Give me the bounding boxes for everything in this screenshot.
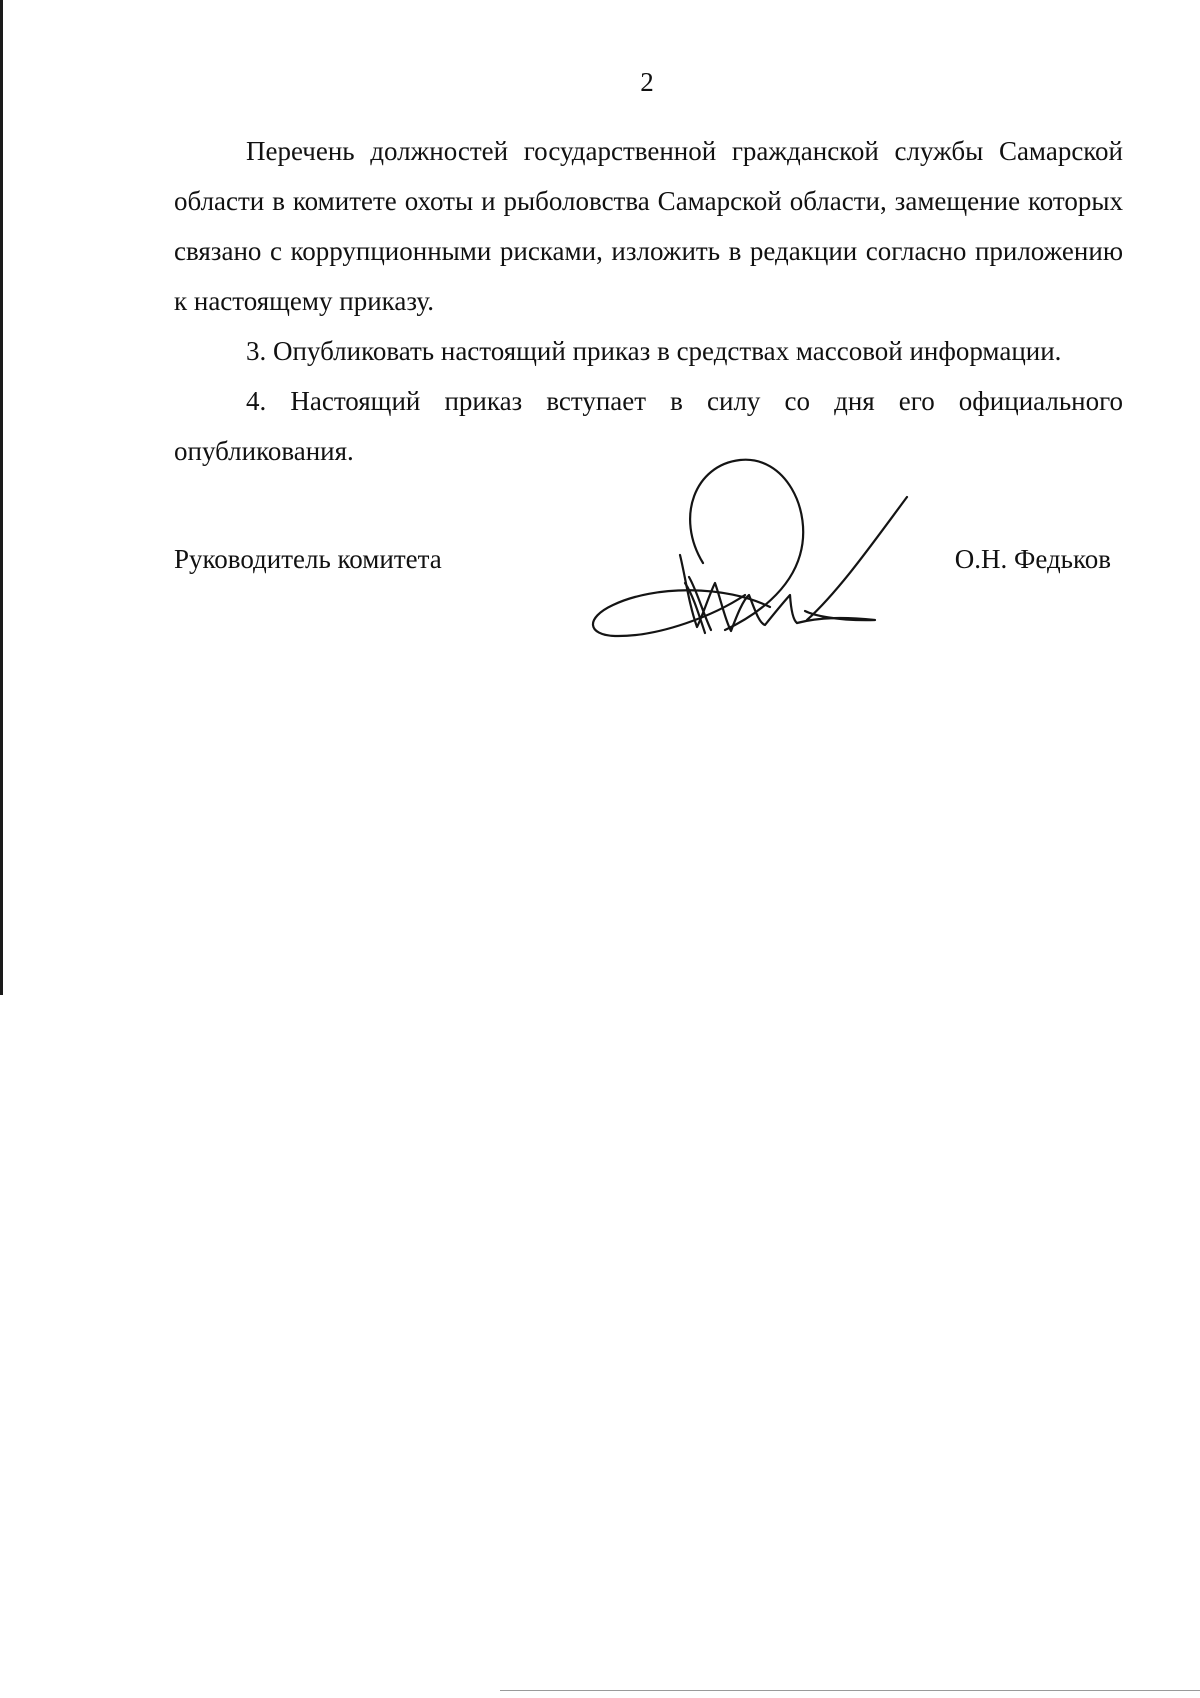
document-body: [174, 126, 1123, 476]
paragraph-item-4: 4. Настоящий приказ вступает в силу со дня его официального опубликования.: [174, 386, 1123, 466]
scan-edge-bottom: [500, 1690, 1200, 1691]
scan-edge-left: [0, 0, 3, 995]
paragraph-item-3: 3. Опубликовать настоящий приказ в средствах массовой информации.: [246, 336, 1062, 366]
page-number: 2: [640, 67, 654, 97]
paragraph-list-statement: Перечень должностей государственной гражданской службы Самарской области в комитете охоты и рыболовства Самарской области, замещение которых связано с коррупционными рисками, изложить в редакции согласно приложению к настоящему приказу.: [174, 136, 1123, 316]
signer-position: Руководитель комитета: [174, 544, 442, 574]
signer-name: О.Н. Федьков: [954, 544, 1111, 574]
handwritten-signature: [585, 455, 930, 655]
